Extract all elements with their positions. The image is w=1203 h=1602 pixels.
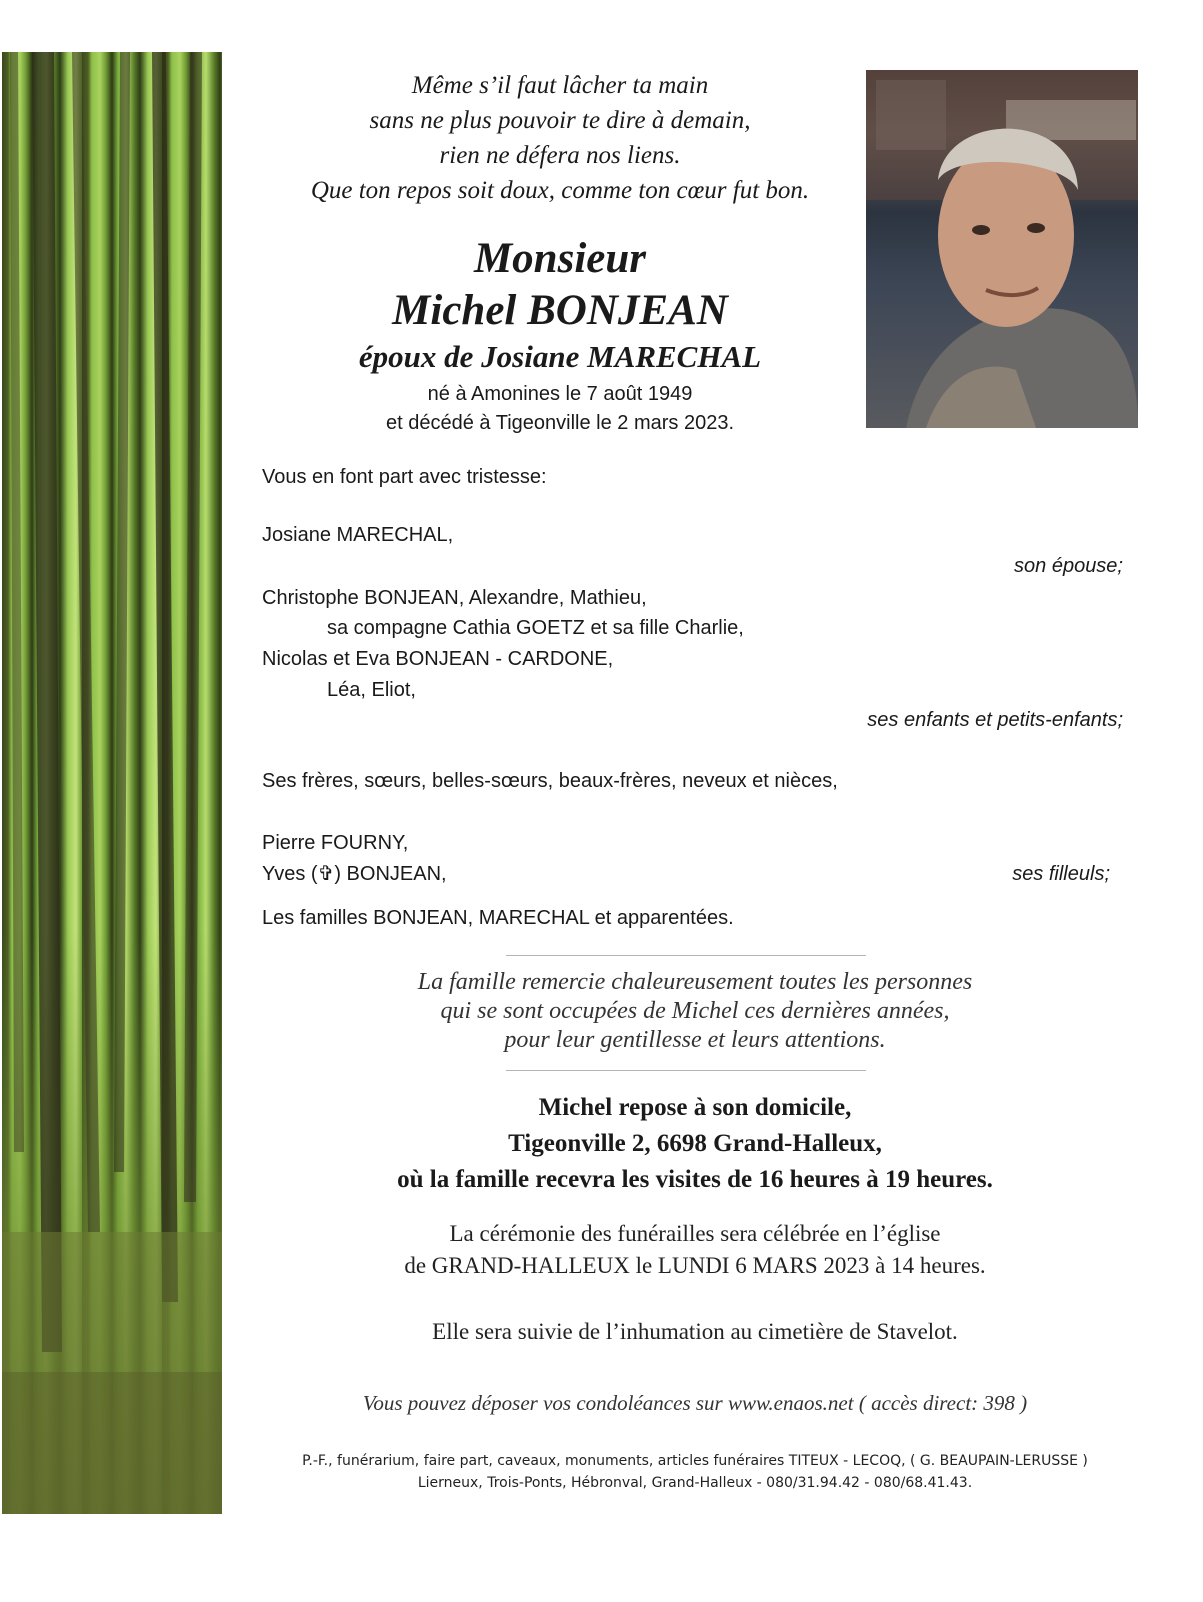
child-line: Nicolas et Eva BONJEAN - CARDONE, <box>262 648 614 670</box>
forest-trunks <box>2 52 222 1514</box>
poem <box>260 68 860 208</box>
child-line: Léa, Eliot, <box>327 679 416 701</box>
child-line: sa compagne Cathia GOETZ et sa fille Charlie, <box>327 617 744 639</box>
repose-line: Michel repose à son domicile, <box>538 1094 852 1121</box>
child-line: Christophe BONJEAN, Alexandre, Mathieu, <box>262 587 647 609</box>
thanks-message <box>300 968 1090 1055</box>
children-role: ses enfants et petits-enfants; <box>867 709 1123 731</box>
divider-top <box>506 955 866 956</box>
ceremony-line: La cérémonie des funérailles sera célébrée en l’église <box>449 1221 941 1246</box>
godchild-line: Pierre FOURNY, <box>262 832 409 854</box>
burial-info: Elle sera suivie de l’inhumation au cimetière de Stavelot. <box>432 1319 958 1344</box>
footer-line: Lierneux, Trois-Ponts, Hébronval, Grand-Halleux - 080/31.94.42 - 080/68.41.43. <box>417 1475 973 1491</box>
poem-line: sans ne plus pouvoir te dire à demain, <box>369 107 751 134</box>
portrait-silhouette <box>866 70 1138 428</box>
thanks-line: qui se sont occupées de Michel ces dernières années, <box>440 998 950 1024</box>
announcement-intro: Vous en font part avec tristesse: <box>262 466 547 488</box>
condolences-notice: Vous pouvez déposer vos condoléances sur www.enaos.net ( accès direct: 398 ) <box>362 1391 1028 1415</box>
birth-line: né à Amonines le 7 août 1949 <box>427 383 693 405</box>
funeral-home-footer <box>260 1450 1130 1494</box>
honorific-title: Monsieur <box>473 235 647 282</box>
wife-role: son épouse; <box>1014 555 1123 577</box>
footer-line: P.-F., funérarium, faire part, caveaux, monuments, articles funéraires TITEUX - LECOQ, ( G. BEAUPAIN-LERUSSE ) <box>302 1453 1088 1469</box>
thanks-line: La famille remercie chaleureusement toutes les personnes <box>417 969 973 995</box>
poem-line: Même s’il faut lâcher ta main <box>411 72 709 99</box>
repose-line: où la famille recevra les visites de 16 heures à 19 heures. <box>397 1166 993 1193</box>
godchildren-role: ses filleuls; <box>1012 863 1110 885</box>
repose-info <box>300 1090 1090 1198</box>
repose-line: Tigeonville 2, 6698 Grand-Halleux, <box>508 1130 882 1157</box>
death-line: et décédé à Tigeonville le 2 mars 2023. <box>386 412 734 434</box>
divider-bottom <box>506 1070 866 1071</box>
godchild-line: Yves (✞) BONJEAN, <box>262 863 447 885</box>
families-line: Les familles BONJEAN, MARECHAL et apparentées. <box>262 907 734 929</box>
poem-line: Que ton repos soit doux, comme ton cœur fut bon. <box>310 177 810 204</box>
thanks-line: pour leur gentillesse et leurs attentions. <box>504 1027 886 1053</box>
wife-name: Josiane MARECHAL, <box>262 524 454 546</box>
poem-line: rien ne défera nos liens. <box>439 142 681 169</box>
ceremony-info <box>300 1218 1090 1282</box>
forest-image <box>2 52 222 1514</box>
deceased-name: Michel BONJEAN <box>392 287 728 334</box>
birth-death-dates <box>260 380 860 438</box>
portrait-photo <box>866 70 1138 428</box>
siblings-line: Ses frères, sœurs, belles-sœurs, beaux-frères, neveux et nièces, <box>262 770 838 792</box>
ceremony-line: de GRAND-HALLEUX le LUNDI 6 MARS 2023 à 14 heures. <box>404 1253 986 1278</box>
spouse-line: époux de Josiane MARECHAL <box>358 339 762 374</box>
